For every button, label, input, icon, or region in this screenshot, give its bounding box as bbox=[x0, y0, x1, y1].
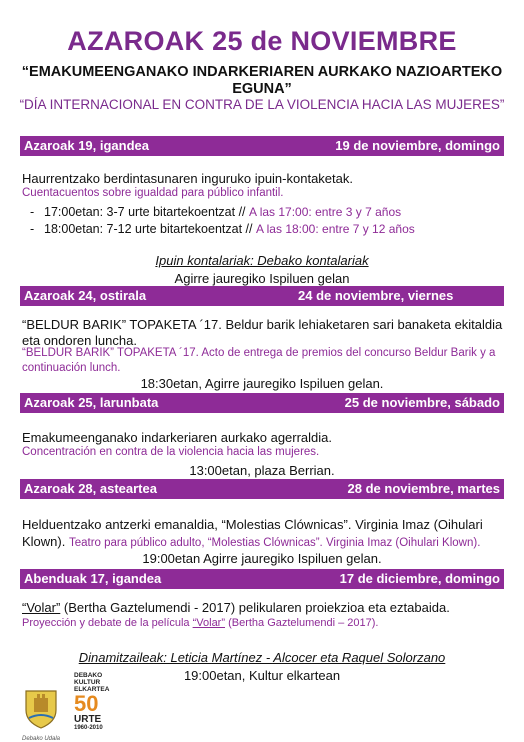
event-place: 19:00etan Agirre jauregiko Ispiluen gelan. bbox=[142, 551, 382, 566]
event-date-eu: Azaroak 19, igandea bbox=[24, 138, 149, 153]
logo-text-1: DEBAKO bbox=[74, 672, 103, 679]
logo-text-3: ELKARTEA bbox=[74, 686, 110, 693]
event-desc bbox=[22, 516, 504, 552]
debako-udala-logo bbox=[20, 688, 62, 740]
event-desc-eu: Helduentzako antzerki emanaldia, “Molestias Clównicas”. Virginia Imaz (Oihulari Klown). bbox=[22, 517, 483, 549]
event-date-eu: Azaroak 25, larunbata bbox=[24, 395, 159, 410]
logo-word: URTE bbox=[74, 714, 102, 725]
event-desc-eu: “Volar” (Bertha Gaztelumendi - 2017) pelikularen proiekzioa eta eztabaida. bbox=[22, 600, 450, 615]
event-desc-eu: Haurrentzako berdintasunaren inguruko ipuin-kontaketak. bbox=[22, 171, 353, 186]
page-title: AZAROAK 25 de NOVIEMBRE bbox=[67, 26, 457, 56]
event-date-eu: Azaroak 28, asteartea bbox=[24, 481, 157, 496]
subtitle-basque: “EMAKUMEENGANAKO INDARKERIAREN AURKAKO NAZIOARTEKO EGUNA” bbox=[21, 64, 503, 97]
event-desc-eu: “BELDUR BARIK” TOPAKETA ´17. Beldur barik lehiaketaren sari banaketa ekitaldia eta ondoren luncha. bbox=[22, 317, 503, 348]
organizers-note: Dinamitzaileak: Leticia Martínez - Alcocer eta Raquel Solorzano bbox=[78, 650, 446, 665]
event-desc-eu: Emakumeenganako indarkeriaren aurkako agerraldia. bbox=[22, 430, 333, 445]
list-item: - 18:00etan: 7-12 urte bitartekoentzat // A las 18:00: entre 7 y 12 años bbox=[30, 222, 415, 236]
event-bar-nov19 bbox=[20, 136, 504, 156]
event-desc-es: “BELDUR BARIK” TOPAKETA ´17. Acto de entrega de premios del concurso Beldur Barik y a continuación lunch. bbox=[22, 347, 496, 374]
event-date-es: 24 de noviembre, viernes bbox=[298, 288, 454, 303]
event-place: 13:00etan, plaza Berrian. bbox=[189, 463, 335, 478]
event-bar-dec17 bbox=[20, 569, 504, 589]
logo-years: 1960-2010 bbox=[74, 725, 103, 731]
logo-caption: Debako Udala bbox=[21, 736, 61, 742]
event-date-es: 25 de noviembre, sábado bbox=[344, 395, 500, 410]
subtitle-spanish: “DÍA INTERNACIONAL EN CONTRA DE LA VIOLENCIA HACIA LAS MUJERES” bbox=[19, 97, 505, 112]
event-date-es: 28 de noviembre, martes bbox=[347, 481, 500, 496]
event-date-eu: Azaroak 24, ostirala bbox=[24, 288, 147, 303]
event-place: 18:30etan, Agirre jauregiko Ispiluen gelan. bbox=[140, 376, 384, 391]
logo-number: 50 bbox=[74, 691, 99, 716]
event-place: Agirre jauregiko Ispiluen gelan bbox=[174, 271, 350, 286]
film-title: “Volar” bbox=[192, 617, 226, 629]
footer-place: 19:00etan, Kultur elkartean bbox=[183, 668, 341, 683]
event-date-es: 17 de diciembre, domingo bbox=[339, 571, 500, 586]
event-bar-nov28 bbox=[20, 479, 504, 499]
event-bar-nov25 bbox=[20, 393, 504, 413]
event-desc-es: Cuentacuentos sobre igualdad para público infantil. bbox=[22, 187, 284, 199]
logo-text-2: KULTUR bbox=[74, 679, 101, 686]
event-desc-es: Concentración en contra de la violencia hacia las mujeres. bbox=[22, 446, 320, 458]
film-title: “Volar” bbox=[22, 600, 61, 615]
event-desc-es: Teatro para público adulto, “Molestias Clównicas”. Virginia Imaz (Oihulari Klown). bbox=[68, 537, 481, 549]
event-desc-es: Proyección y debate de la película “Volar” (Bertha Gaztelumendi – 2017). bbox=[22, 617, 379, 629]
kultur-elkartea-logo bbox=[74, 672, 114, 742]
list-item: - 17:00etan: 3-7 urte bitartekoentzat // A las 17:00: entre 3 y 7 años bbox=[30, 205, 402, 219]
event-date-eu: Abenduak 17, igandea bbox=[24, 571, 162, 586]
schedule-list bbox=[30, 204, 415, 238]
event-bar-nov24 bbox=[20, 286, 504, 306]
event-date-es: 19 de noviembre, domingo bbox=[335, 138, 500, 153]
shield-icon bbox=[20, 688, 62, 730]
storytellers-note: Ipuin kontalariak: Debako kontalariak bbox=[155, 253, 369, 268]
